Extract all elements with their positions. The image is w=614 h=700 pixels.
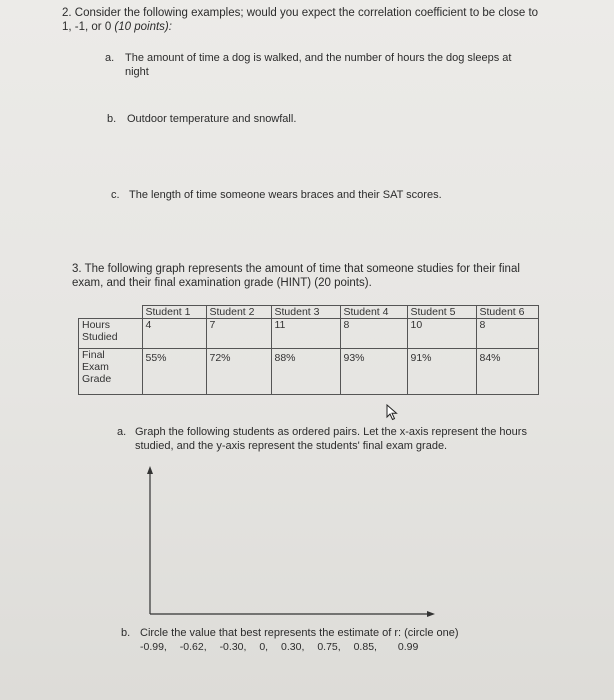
table-header-cell: Student 5 <box>407 306 476 319</box>
study-grade-table <box>78 305 539 395</box>
table-cell: 88% <box>271 349 340 395</box>
table-header-cell: Student 4 <box>340 306 407 319</box>
q3-b-marker: b. <box>121 627 131 639</box>
y-axis-arrow-icon <box>147 466 153 474</box>
table-cell: 8 <box>476 319 538 349</box>
row-label-line: Final <box>82 349 105 361</box>
table-cell: 10 <box>407 319 476 349</box>
table-cell: 8 <box>340 319 407 349</box>
r-value-choices <box>140 641 428 653</box>
mouse-cursor-icon <box>386 404 398 421</box>
q2-b-text: Outdoor temperature and snowfall. <box>127 113 297 125</box>
q3-a-line-1: Graph the following students as ordered pairs. Let the x-axis represent the hours <box>135 426 527 438</box>
table-cell: 11 <box>271 319 340 349</box>
question-2-line-2 <box>62 20 172 34</box>
question-2-points: (10 points): <box>114 21 172 33</box>
row-label-hours <box>79 319 143 349</box>
question-3-line-1: 3. The following graph represents the amount of time that someone studies for their final <box>72 263 520 275</box>
row-label-line: Grade <box>82 373 112 385</box>
r-choice[interactable]: 0.85, <box>353 641 377 653</box>
row-label-grade <box>79 349 143 395</box>
q2-c-text: The length of time someone wears braces and their SAT scores. <box>129 189 442 201</box>
row-label-line: Exam <box>82 361 109 373</box>
blank-graph-axes <box>140 462 440 622</box>
table-cell: 7 <box>206 319 271 349</box>
question-3-line-2: exam, and their final examination grade (HINT) (20 points). <box>72 277 372 289</box>
row-label-line: Studied <box>82 331 118 343</box>
table-header-cell: Student 2 <box>206 306 271 319</box>
table-cell: 84% <box>476 349 538 395</box>
r-choice[interactable]: -0.30, <box>219 641 247 653</box>
table-cell: 4 <box>142 319 206 349</box>
q3-a-line-2: studied, and the y-axis represent the students' final exam grade. <box>135 440 448 452</box>
x-axis-arrow-icon <box>427 611 435 617</box>
table-header-cell: Student 6 <box>476 306 538 319</box>
r-choice[interactable]: 0.75, <box>317 641 341 653</box>
q2-a-marker: a. <box>105 52 115 64</box>
question-2-line-1: 2. Consider the following examples; would you expect the correlation coefficient to be close to <box>62 7 539 19</box>
table-row <box>79 319 539 349</box>
table-header-row <box>79 306 539 319</box>
q2-a-line-2: night <box>125 66 149 78</box>
table-cell: 72% <box>206 349 271 395</box>
table-header-cell <box>79 306 143 319</box>
table-cell: 55% <box>142 349 206 395</box>
table-header-cell: Student 3 <box>271 306 340 319</box>
table-header-cell: Student 1 <box>142 306 206 319</box>
r-choice[interactable]: -0.99, <box>140 641 167 653</box>
q2-a-line-1: The amount of time a dog is walked, and the number of hours the dog sleeps at <box>125 52 512 64</box>
r-choice[interactable]: 0.30, <box>281 641 305 653</box>
q2-b-marker: b. <box>107 113 117 125</box>
table-cell: 93% <box>340 349 407 395</box>
row-label-line: Hours <box>82 319 111 331</box>
r-choice[interactable]: 0.99 <box>397 641 419 653</box>
table-row <box>79 349 539 395</box>
question-2-choices: 1, -1, or 0 <box>62 21 115 33</box>
r-choice[interactable]: -0.62, <box>179 641 207 653</box>
q3-b-text: Circle the value that best represents the estimate of r: (circle one) <box>140 627 459 639</box>
q2-c-marker: c. <box>111 189 120 201</box>
r-choice[interactable]: 0, <box>259 641 269 653</box>
table-cell: 91% <box>407 349 476 395</box>
q3-a-marker: a. <box>117 426 127 438</box>
